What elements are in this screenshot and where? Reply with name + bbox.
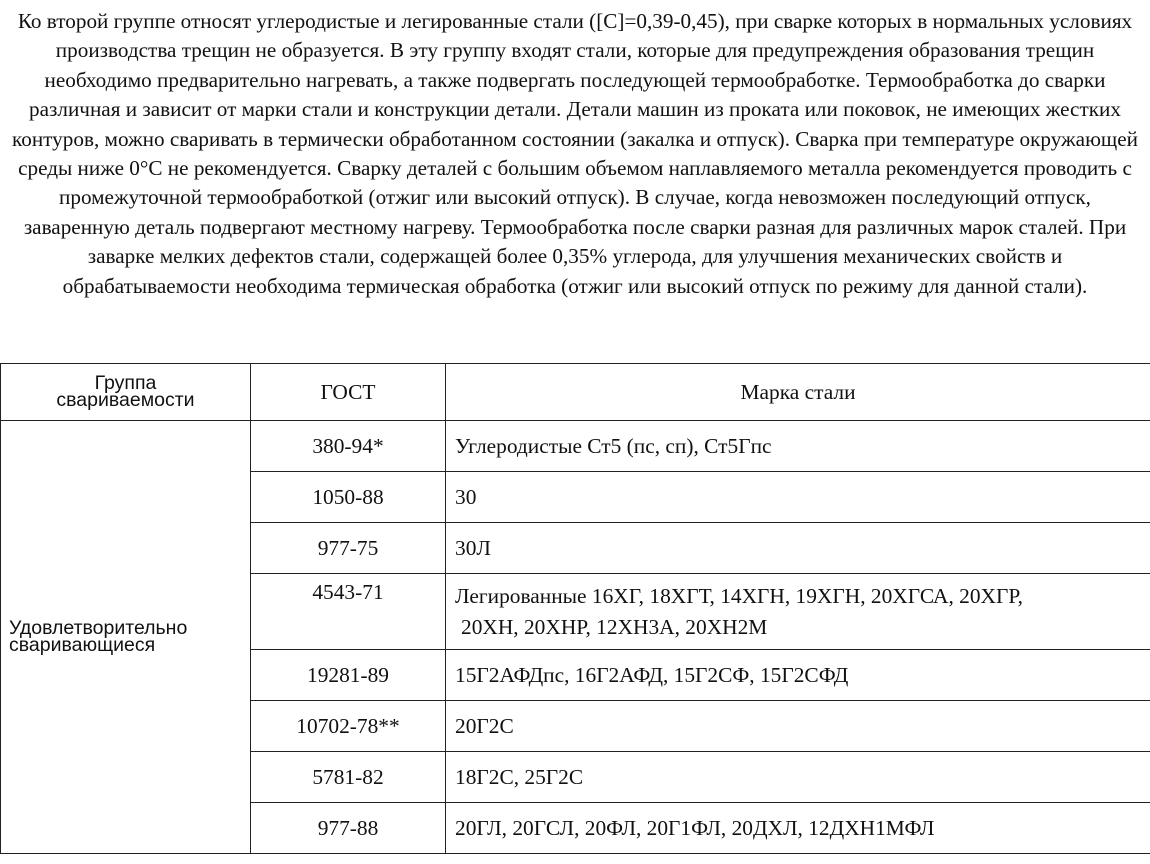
header-steel-grade: Марка стали bbox=[446, 364, 1150, 421]
gost-cell: 977-88 bbox=[251, 803, 446, 854]
group-line1: Удовлетворительно bbox=[9, 617, 188, 639]
gost-cell: 19281-89 bbox=[251, 650, 446, 701]
gost-cell: 1050-88 bbox=[251, 472, 446, 523]
steel-grade-cell: 20Г2С bbox=[446, 701, 1150, 752]
steel-grade-cell: 18Г2С, 25Г2С bbox=[446, 752, 1150, 803]
weldability-group-cell bbox=[1, 421, 251, 854]
header-gost: ГОСТ bbox=[251, 364, 446, 421]
gost-cell: 977-75 bbox=[251, 523, 446, 574]
gost-cell: 4543-71 bbox=[251, 574, 446, 650]
table-row bbox=[1, 421, 1150, 472]
table-header-row bbox=[1, 364, 1150, 421]
intro-paragraph: Ко второй группе относят углеродистые и легированные стали ([C]=0,39-0,45), при сварке которых в нормальных условиях производства трещин не образуется. В эту группу входят стали, которые для предупреждения образования трещин необходимо предварительно нагревать, а также подвергать последующей термообработке. Термообработка до сварки различная и зависит от марки стали и конструкции детали. Детали машин из проката или поковок, не имеющих жестких контуров, можно сваривать в термически обработанном состоянии (закалка и отпуск). Сварка при температуре окружающей среды ниже 0°С не рекомендуется. Сварку деталей с большим объемом наплавляемого металла рекомендуется проводить с промежуточной термообработкой (отжиг или высокий отпуск). В случае, когда невозможен последующий отпуск, заваренную деталь подвергают местному нагреву. Термообработка после сварки разная для различных марок сталей. При заварке мелких дефектов стали, содержащей более 0,35% углерода, для улучшения механических свойств и обрабатываемости необходима термическая обработка (отжиг или высокий отпуск по режиму для данной стали). bbox=[12, 9, 1138, 298]
steel-grade-line1: Легированные 16ХГ, 18ХГТ, 14ХГН, 19ХГН, 20ХГСА, 20ХГР, bbox=[455, 583, 1023, 608]
group-line2: сваривающиеся bbox=[9, 634, 156, 656]
header-weldability-group bbox=[1, 364, 251, 421]
steel-grade-cell: 20ГЛ, 20ГСЛ, 20ФЛ, 20Г1ФЛ, 20ДХЛ, 12ДХН1МФЛ bbox=[446, 803, 1150, 854]
steel-grade-cell: Углеродистые Ст5 (пс, сп), Ст5Гпс bbox=[446, 421, 1150, 472]
steel-grade-cell: 15Г2АФДпс, 16Г2АФД, 15Г2СФ, 15Г2СФД bbox=[446, 650, 1150, 701]
header-group-line1: Группа bbox=[94, 372, 157, 394]
gost-cell: 5781-82 bbox=[251, 752, 446, 803]
gost-cell: 380-94* bbox=[251, 421, 446, 472]
steel-grade-line2: 20ХН, 20ХНР, 12ХН3А, 20ХН2М bbox=[461, 614, 768, 639]
gost-cell: 10702-78** bbox=[251, 701, 446, 752]
steel-grade-cell: 30 bbox=[446, 472, 1150, 523]
steel-grade-cell: 30Л bbox=[446, 523, 1150, 574]
header-group-line2: свариваемости bbox=[56, 389, 195, 411]
steel-weldability-table bbox=[0, 363, 1150, 854]
steel-grade-cell bbox=[446, 574, 1150, 650]
